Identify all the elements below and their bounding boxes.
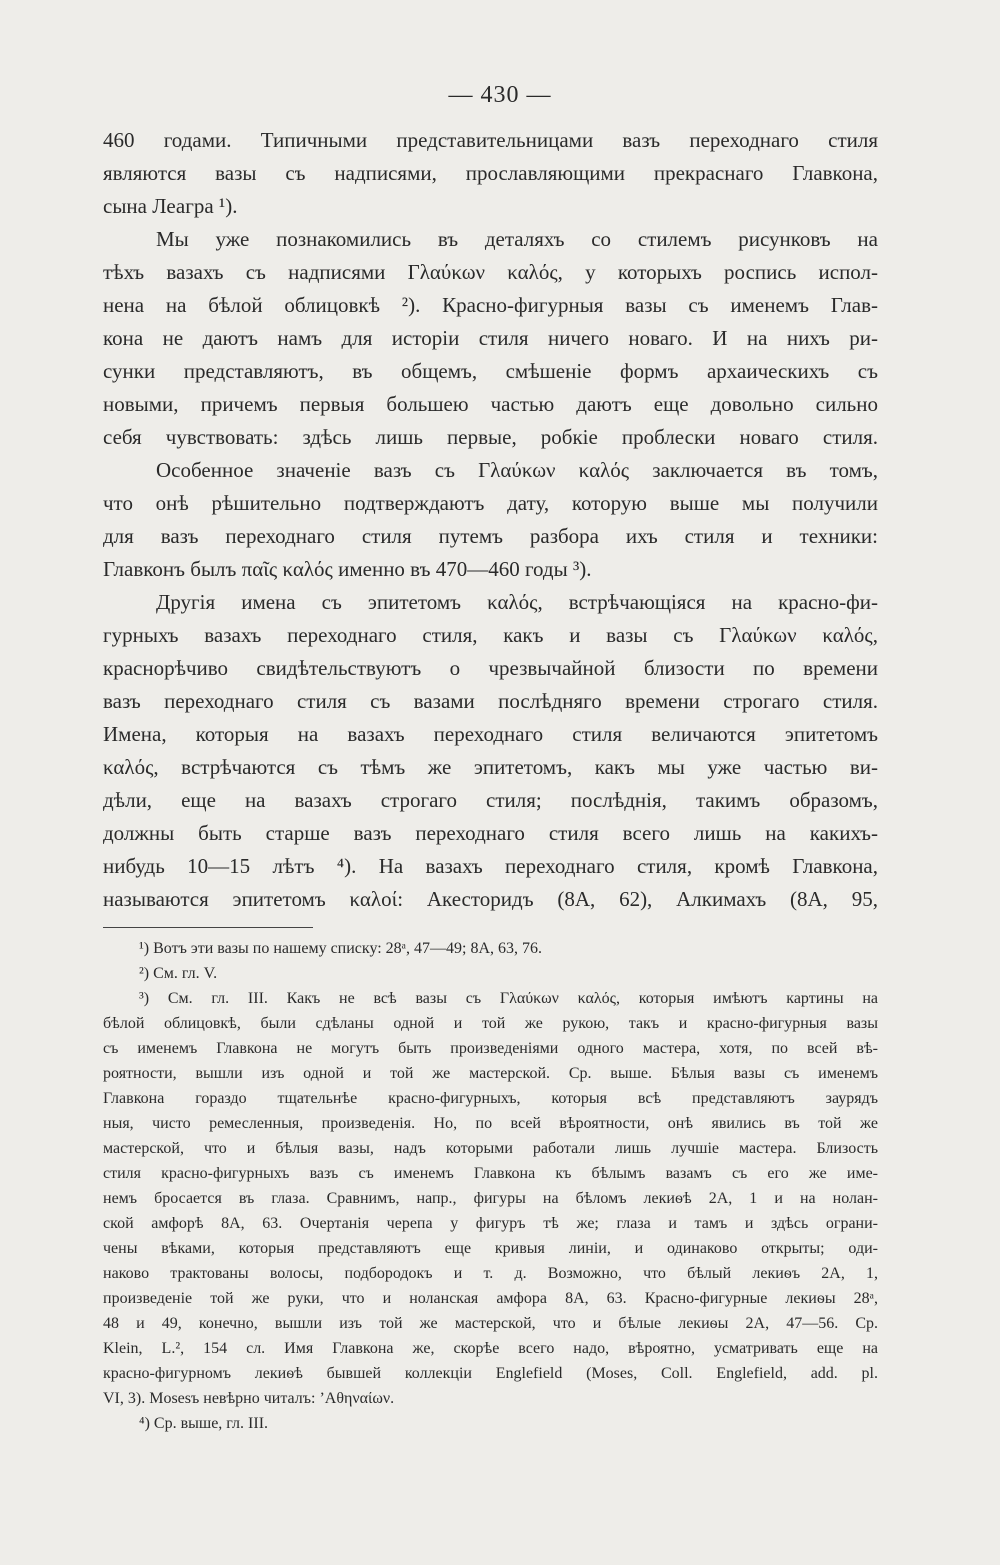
text-line: для вазъ переходнаго стиля путемъ разбора ихъ стиля и техники: xyxy=(103,524,878,548)
footnotes xyxy=(103,936,878,1436)
footnote-line: красно-фигурномъ лекиѳѣ бывшей коллекціи Englefield (Moses, Coll. Englefield, add. pl. xyxy=(103,1365,878,1382)
text-line: кона не даютъ намъ для исторіи стиля ничего новаго. И на нихъ ри- xyxy=(103,326,878,350)
text-line: называются эпитетомъ καλοί: Акесторидъ (8A, 62), Алкимахъ (8A, 95, xyxy=(103,887,878,911)
footnote-line: ²) См. гл. V. xyxy=(139,965,218,982)
footnote-line: Главкона гораздо тщательнѣе красно-фигурныхъ, которыя всѣ представляютъ заурядъ xyxy=(103,1090,878,1107)
main-text xyxy=(103,124,878,916)
footnote-line: Klein, L.², 154 сл. Имя Главкона же, скорѣе всего надо, вѣроятно, усматривать еще на xyxy=(103,1340,878,1357)
footnote-line: ской амфорѣ 8A, 63. Очертанія черепа у фигуръ тѣ же; глаза и тамъ и здѣсь ограни- xyxy=(103,1215,878,1232)
text-line: гурныхъ вазахъ переходнаго стиля, какъ и вазы съ Γλαύκων καλός, xyxy=(103,623,878,647)
text-line: дѣли, еще на вазахъ строгаго стиля; послѣднія, такимъ образомъ, xyxy=(103,788,878,812)
text-line: являются вазы съ надписями, прославляющими прекраснаго Главкона, xyxy=(103,161,878,185)
footnote-line: наково трактованы волосы, подбородокъ и т. д. Возможно, что бѣлый лекиѳъ 2A, 1, xyxy=(103,1265,878,1282)
text-line: должны быть старше вазъ переходнаго стиля всего лишь на какихъ- xyxy=(103,821,878,845)
footnote-line: ³) См. гл. III. Какъ не всѣ вазы съ Γλαύκων καλός, которыя имѣютъ картины на xyxy=(139,990,878,1007)
footnote-line: VI, 3). Mosesъ невѣрно читалъ: ʼΑθηναίων. xyxy=(103,1390,395,1407)
page-number: — 430 — xyxy=(448,82,552,108)
text-line: нибудь 10—15 лѣтъ ⁴). На вазахъ переходнаго стиля, кромѣ Главкона, xyxy=(103,854,878,878)
text-line: καλός, встрѣчаются съ тѣмъ же эпитетомъ, какъ мы уже частью ви- xyxy=(103,755,878,779)
text-line: нена на бѣлой облицовкѣ ²). Красно-фигурныя вазы съ именемъ Глав- xyxy=(103,293,878,317)
footnote-line: немъ бросается въ глаза. Сравнимъ, напр., фигуры на бѣломъ лекиѳѣ 2A, 1 и на нолан- xyxy=(103,1190,878,1207)
text-line: новыми, причемъ первыя большею частью даютъ еще довольно сильно xyxy=(103,392,878,416)
text-line: Особенное значеніе вазъ съ Γλαύκων καλός заключается въ томъ, xyxy=(156,458,878,482)
text-line: себя чувствовать: здѣсь лишь первые, робкіе проблески новаго стиля. xyxy=(103,425,878,449)
footnote-line: ⁴) Ср. выше, гл. III. xyxy=(139,1415,269,1432)
footnote-line: съ именемъ Главкона не могутъ быть произведеніями одного мастера, хотя, по всей вѣ- xyxy=(103,1040,878,1057)
footnote-line: бѣлой облицовкѣ, были сдѣланы одной и той же рукою, такъ и красно-фигурныя вазы xyxy=(103,1015,878,1032)
text-line: сына Леагра ¹). xyxy=(103,194,238,218)
text-line: Имена, которыя на вазахъ переходнаго стиля величаются эпитетомъ xyxy=(103,722,878,746)
footnote-separator xyxy=(103,927,313,928)
text-line: Мы уже познакомились въ деталяхъ со стилемъ рисунковъ на xyxy=(156,227,878,251)
text-line: Другія имена съ эпитетомъ καλός, встрѣчающіяся на красно-фи- xyxy=(156,590,878,614)
footnote-line: произведеніе той же руки, что и ноланская амфора 8A, 63. Красно-фигурные лекиѳы 28ᵃ, xyxy=(103,1290,878,1307)
footnote-line: ныя, чисто ремесленныя, произведенія. Но, по всей вѣроятности, онѣ явились въ той же xyxy=(103,1115,878,1132)
footnote-line: 48 и 49, конечно, вышли изъ той же мастерской, что и бѣлые лекиѳы 2A, 47—56. Ср. xyxy=(103,1315,878,1332)
text-line: тѣхъ вазахъ съ надписями Γλαύκων καλός, у которыхъ роспись испол- xyxy=(103,260,878,284)
text-line: Главконъ былъ παῖς καλός именно въ 470—460 годы ³). xyxy=(103,557,592,581)
text-line: вазъ переходнаго стиля съ вазами послѣдняго времени строгаго стиля. xyxy=(103,689,878,713)
footnote-line: роятности, вышли изъ одной и той же мастерской. Ср. выше. Бѣлыя вазы съ именемъ xyxy=(103,1065,878,1082)
footnote-line: стиля красно-фигурныхъ вазъ съ именемъ Главкона къ бѣлымъ вазамъ съ его же име- xyxy=(103,1165,878,1182)
text-line: краснорѣчиво свидѣтельствуютъ о чрезвычайной близости по времени xyxy=(103,656,878,680)
footnote-line: ¹) Вотъ эти вазы по нашему списку: 28ᵃ, 47—49; 8A, 63, 76. xyxy=(139,940,543,957)
footnote-line: мастерской, что и бѣлыя вазы, надъ которыми работали лишь лучшіе мастера. Близость xyxy=(103,1140,878,1157)
text-line: что онѣ рѣшительно подтверждаютъ дату, которую выше мы получили xyxy=(103,491,878,515)
text-line: сунки представляютъ, въ общемъ, смѣшеніе формъ архаическихъ съ xyxy=(103,359,878,383)
footnote-line: чены вѣками, которыя представляютъ еще кривыя линіи, и одинаково открыты; оди- xyxy=(103,1240,878,1257)
text-line: 460 годами. Типичными представительницами вазъ переходнаго стиля xyxy=(103,128,878,152)
